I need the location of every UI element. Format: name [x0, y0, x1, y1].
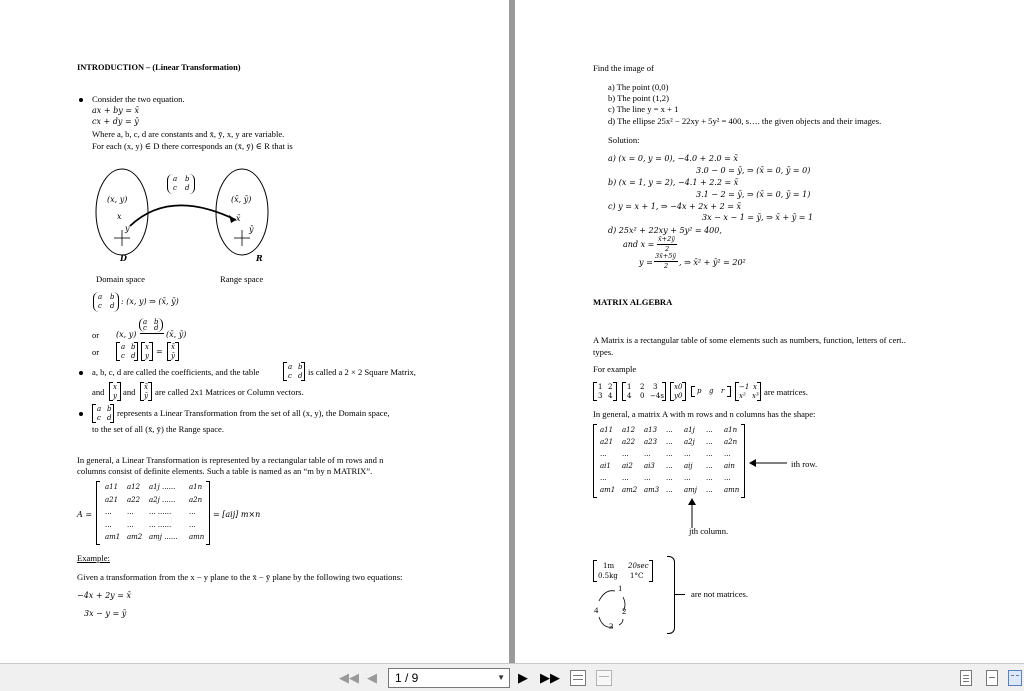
- sol-c-1: c) y = x + 1, ⇒ −4x + 2x + 2 = x̄: [608, 202, 742, 211]
- rotate-view-icon[interactable]: [570, 670, 586, 686]
- sol-d-3: y =: [639, 258, 653, 267]
- table-matrix: a b c d: [283, 362, 305, 381]
- matrix-cell: a2j: [684, 438, 695, 446]
- map2-left: (x, y): [116, 330, 137, 339]
- matrix-cell: ...: [600, 450, 607, 458]
- bullet-1: [79, 98, 83, 102]
- right-page: [515, 0, 1024, 663]
- matrix-cell: ...: [724, 474, 731, 482]
- matrix-cell: ...: [666, 426, 673, 434]
- matrix-cell: a13: [644, 426, 658, 434]
- domain-caption: Domain space: [96, 274, 145, 284]
- sol-d-2-num: x̄+2ȳ: [658, 235, 675, 243]
- circle-num-4: 4: [594, 605, 599, 615]
- matrix-cell: ...: [644, 450, 651, 458]
- foreach-line: For each (x, y) ∈ D there corresponds an (x̄, ȳ) ∈ R that is: [92, 141, 293, 151]
- are-matrices: are matrices.: [764, 387, 808, 397]
- coef-matrix: a b c d: [116, 342, 138, 361]
- y-label: y: [125, 224, 130, 233]
- general-line-2: columns consist of definite elements. Such a table is named as an “m by n MATRIX”.: [77, 466, 373, 476]
- matrix-cell: ...: [666, 486, 673, 494]
- definition-line-1: A Matrix is a rectangular table of some elements such as numbers, function, letters of cert..: [593, 335, 906, 345]
- matrix-cell: ai3: [644, 462, 655, 470]
- matrix-cell: a1n: [724, 426, 738, 434]
- matrix-cell: a21: [105, 495, 119, 504]
- matrix-cell: am2: [622, 486, 638, 494]
- matrix-cell: ...: [666, 462, 673, 470]
- matrix-cell: ...: [706, 474, 713, 482]
- circle-num-1: 1: [618, 583, 623, 593]
- map2-arrow-line: [140, 333, 164, 334]
- bullet-2: [79, 371, 83, 375]
- matrix-cell: a11: [600, 426, 614, 434]
- left-page: [0, 0, 509, 663]
- or-2: or: [92, 347, 100, 357]
- definition-line-2: types.: [593, 347, 614, 357]
- matrix-cell: am1: [105, 533, 121, 541]
- matrix-cell: ...: [666, 450, 673, 458]
- where-line: Where a, b, c, d are constants and x̄, ȳ, x, y are variable.: [92, 129, 285, 139]
- sol-d-1: d) 25x² + 22xy + 5y² = 400,: [608, 226, 722, 235]
- chevron-down-icon: ▼: [497, 673, 505, 682]
- matrix-cell: a2j ......: [149, 495, 176, 504]
- item-a: a) The point (0,0): [608, 82, 669, 92]
- example-matrix-2: 1 2 3 4 0 −4s: [622, 382, 666, 401]
- example-matrix-1: 1 2 3 4: [593, 382, 617, 401]
- matrix-cell: a11: [105, 483, 119, 491]
- matrix-cell: ...: [600, 474, 607, 482]
- ith-row-label: ith row.: [791, 459, 818, 469]
- map2-right: (x̄, ȳ): [166, 330, 187, 339]
- item-d: d) The ellipse 25x² − 22xy + 5y² = 400, s…. the given objects and their images.: [608, 116, 882, 126]
- spread-view-icon[interactable]: [596, 670, 612, 686]
- matrix-cell: am3: [644, 486, 660, 494]
- col-vector-xbar: x̄ ȳ: [140, 382, 152, 401]
- sol-b-1: b) (x = 1, y = 2), −4.1 + 2.2 = x̄: [608, 178, 739, 187]
- jth-col-label: jth column.: [689, 526, 729, 536]
- equals-sign: =: [156, 347, 163, 356]
- matrix-cell: a12: [127, 483, 141, 491]
- matrix-algebra-heading: MATRIX ALGEBRA: [593, 297, 673, 307]
- matrix-cell: ...: [644, 474, 651, 482]
- matrix-cell: ...: [127, 520, 134, 529]
- not-matrices-brace: [667, 556, 675, 634]
- xbar-vector: x̄ ȳ: [167, 342, 179, 361]
- bullet3-text: represents a Linear Transformation from the set of all (x, y), the Domain space,: [117, 408, 390, 418]
- general-line-1: In general, a Linear Transformation is represented by a rectangular table of m rows and n: [77, 455, 384, 465]
- matrix-cell: aij: [684, 462, 693, 470]
- not-matrices-label: are not matrices.: [691, 589, 749, 599]
- xbar-label: x̄: [236, 214, 241, 223]
- sol-d-2-den: 2: [665, 245, 670, 253]
- col-vector-xy: x y: [109, 382, 121, 401]
- matrix-cell: ...: [706, 486, 713, 494]
- ith-row-arrow: [749, 458, 789, 468]
- column-tail: are called 2x1 Matrices or Column vectors.: [155, 387, 304, 397]
- lt-matrix: a b c d: [92, 404, 114, 423]
- range-caption: Range space: [220, 274, 264, 284]
- matrix-cell: ...: [105, 520, 112, 529]
- sol-a-2: 3.0 − 0 = ȳ, ⇒ (x̄ = 0, ȳ = 0): [696, 166, 811, 175]
- matrix-cell: ...: [684, 450, 691, 458]
- matrix-cell: ... ......: [149, 508, 172, 516]
- first-page-icon[interactable]: ◀◀: [339, 670, 359, 685]
- matrix-cell: amj: [684, 486, 697, 494]
- matrix-cell: ...: [706, 462, 713, 470]
- matrix-cell: ... ......: [149, 520, 172, 529]
- previous-page-icon[interactable]: ◀: [367, 670, 377, 685]
- matrix-cell: ...: [622, 474, 629, 482]
- intro-title: INTRODUCTION – (Linear Transformation): [77, 63, 241, 72]
- sol-d-3-tail: , ⇒ x̄² + ȳ² = 20²: [679, 258, 746, 267]
- matrix-cell: a2n: [724, 438, 738, 446]
- or-1: or: [92, 330, 100, 340]
- matrix-cell: am1: [600, 486, 616, 494]
- item-c: c) The line y = x + 1: [608, 104, 679, 114]
- matrix-cell: ...: [724, 450, 731, 458]
- matrix-cell: amj ......: [149, 533, 178, 541]
- matrix-cell: amn: [189, 533, 205, 541]
- bullet2-text: a, b, c, d are called the coefficients, and the table: [92, 367, 260, 377]
- equation-1: ax + by = x̄: [92, 106, 140, 115]
- matrix-cell: a23: [644, 438, 658, 446]
- example-eq-2: 3x − y = ȳ: [84, 609, 127, 618]
- example-matrix-4: p g r: [691, 386, 731, 397]
- matrix-cell: ...: [666, 474, 673, 482]
- aij-text: = [aij] m×n: [213, 510, 261, 519]
- last-page-icon[interactable]: ▶▶: [540, 670, 560, 685]
- jth-col-arrow: [687, 498, 697, 528]
- matrix-cell: a1n: [189, 483, 203, 491]
- A-label: A =: [77, 510, 93, 519]
- and-word: and: [92, 387, 105, 397]
- find-image: Find the image of: [593, 63, 654, 73]
- example-line: Given a transformation from the x − y plane to the x̄ − ȳ plane by the following two equations:: [77, 572, 403, 582]
- big-matrix-A: [96, 481, 210, 545]
- page-indicator-text: 1 / 9: [395, 671, 419, 685]
- page-indicator-input[interactable]: [388, 668, 510, 688]
- matrix-cell: a22: [622, 438, 636, 446]
- example-matrix-5: −1 x x² x³: [735, 382, 761, 401]
- brace-tip: [675, 594, 685, 595]
- example-heading: Example:: [77, 553, 110, 563]
- bullet1-text: Consider the two equation.: [92, 94, 185, 104]
- matrix-cell: ai2: [622, 462, 633, 470]
- for-example: For example: [593, 364, 637, 374]
- matrix-cell: a1j: [684, 426, 695, 434]
- circle-num-3: 3: [609, 621, 614, 631]
- matrix-cell: ...: [706, 450, 713, 458]
- matrix-cell: am2: [127, 533, 143, 541]
- sol-d-2: and x =: [623, 240, 655, 249]
- circle-num-2: 2: [622, 606, 627, 616]
- sol-d-3-den: 2: [664, 262, 669, 270]
- example-eq-1: −4x + 2y = x̄: [77, 591, 132, 600]
- nonmatrix-table: 1m 20sec 0.5kg 1°C: [593, 560, 653, 582]
- matrix-cell: ...: [105, 508, 112, 516]
- bullet2-tail: is called a 2 × 2 Square Matrix,: [308, 367, 416, 377]
- matrix-cell: ...: [684, 474, 691, 482]
- navigation-toolbar: [0, 663, 1024, 691]
- continuous-page-icon[interactable]: [986, 670, 998, 686]
- xy-vector: x y: [141, 342, 153, 361]
- matrix-cell: a1j ......: [149, 483, 176, 491]
- x-label: x: [117, 212, 122, 221]
- sol-a-1: a) (x = 0, y = 0), −4.0 + 2.0 = x̄: [608, 154, 738, 163]
- single-page-icon[interactable]: [960, 670, 972, 686]
- matrix-cell: ...: [706, 426, 713, 434]
- sol-c-2: 3x − x − 1 = ȳ, ⇒ x̄ + ȳ = 1: [702, 213, 814, 222]
- solution-label: Solution:: [608, 135, 640, 145]
- matrix-cell: ...: [189, 520, 196, 529]
- matrix-cell: ai1: [600, 462, 611, 470]
- map1-text: : (x, y) ⇒ (x̄, ȳ): [121, 297, 179, 306]
- sol-d-3-num: 3x̄+5ȳ: [655, 252, 677, 260]
- domain-point-label: (x, y): [107, 195, 128, 204]
- domain-D-label: D: [120, 253, 127, 263]
- general-shape: In general, a matrix A with m rows and n columns has the shape:: [593, 409, 816, 419]
- matrix-cell: amn: [724, 486, 740, 494]
- matrix-cell: a2n: [189, 495, 203, 504]
- matrix-cell: ...: [189, 508, 196, 516]
- ybar-label: ȳ: [249, 225, 254, 234]
- two-page-icon[interactable]: [1008, 670, 1022, 686]
- and-word-2: and: [123, 387, 136, 397]
- map2-matrix: a b c d: [139, 318, 163, 332]
- matrix-cell: ...: [666, 438, 673, 446]
- matrix-cell: ain: [724, 462, 735, 470]
- next-page-icon[interactable]: ▶: [518, 670, 528, 685]
- matrix-cell: ...: [706, 438, 713, 446]
- matrix-cell: ...: [127, 508, 134, 516]
- bullet3-line2: to the set of all (x̄, ȳ) the Range space.: [92, 424, 224, 434]
- example-matrix-3: x0 y0: [670, 382, 686, 401]
- matrix-cell: a21: [600, 438, 614, 446]
- matrix-cell: a12: [622, 426, 636, 434]
- matrix-cell: ...: [622, 450, 629, 458]
- diagram-matrix: a b c d: [167, 174, 195, 194]
- equation-2: cx + dy = ȳ: [92, 117, 139, 126]
- item-b: b) The point (1,2): [608, 93, 669, 103]
- matrix-cell: a22: [127, 495, 141, 504]
- range-point-label: (x̄, ȳ): [231, 195, 252, 204]
- sol-b-2: 3.1 − 2 = ȳ, ⇒ (x̄ = 0, ȳ = 1): [696, 190, 811, 199]
- general-matrix: [593, 424, 745, 498]
- bullet-3: [79, 412, 83, 416]
- range-R-label: R: [256, 253, 263, 263]
- map1-matrix: a b c d: [93, 292, 119, 312]
